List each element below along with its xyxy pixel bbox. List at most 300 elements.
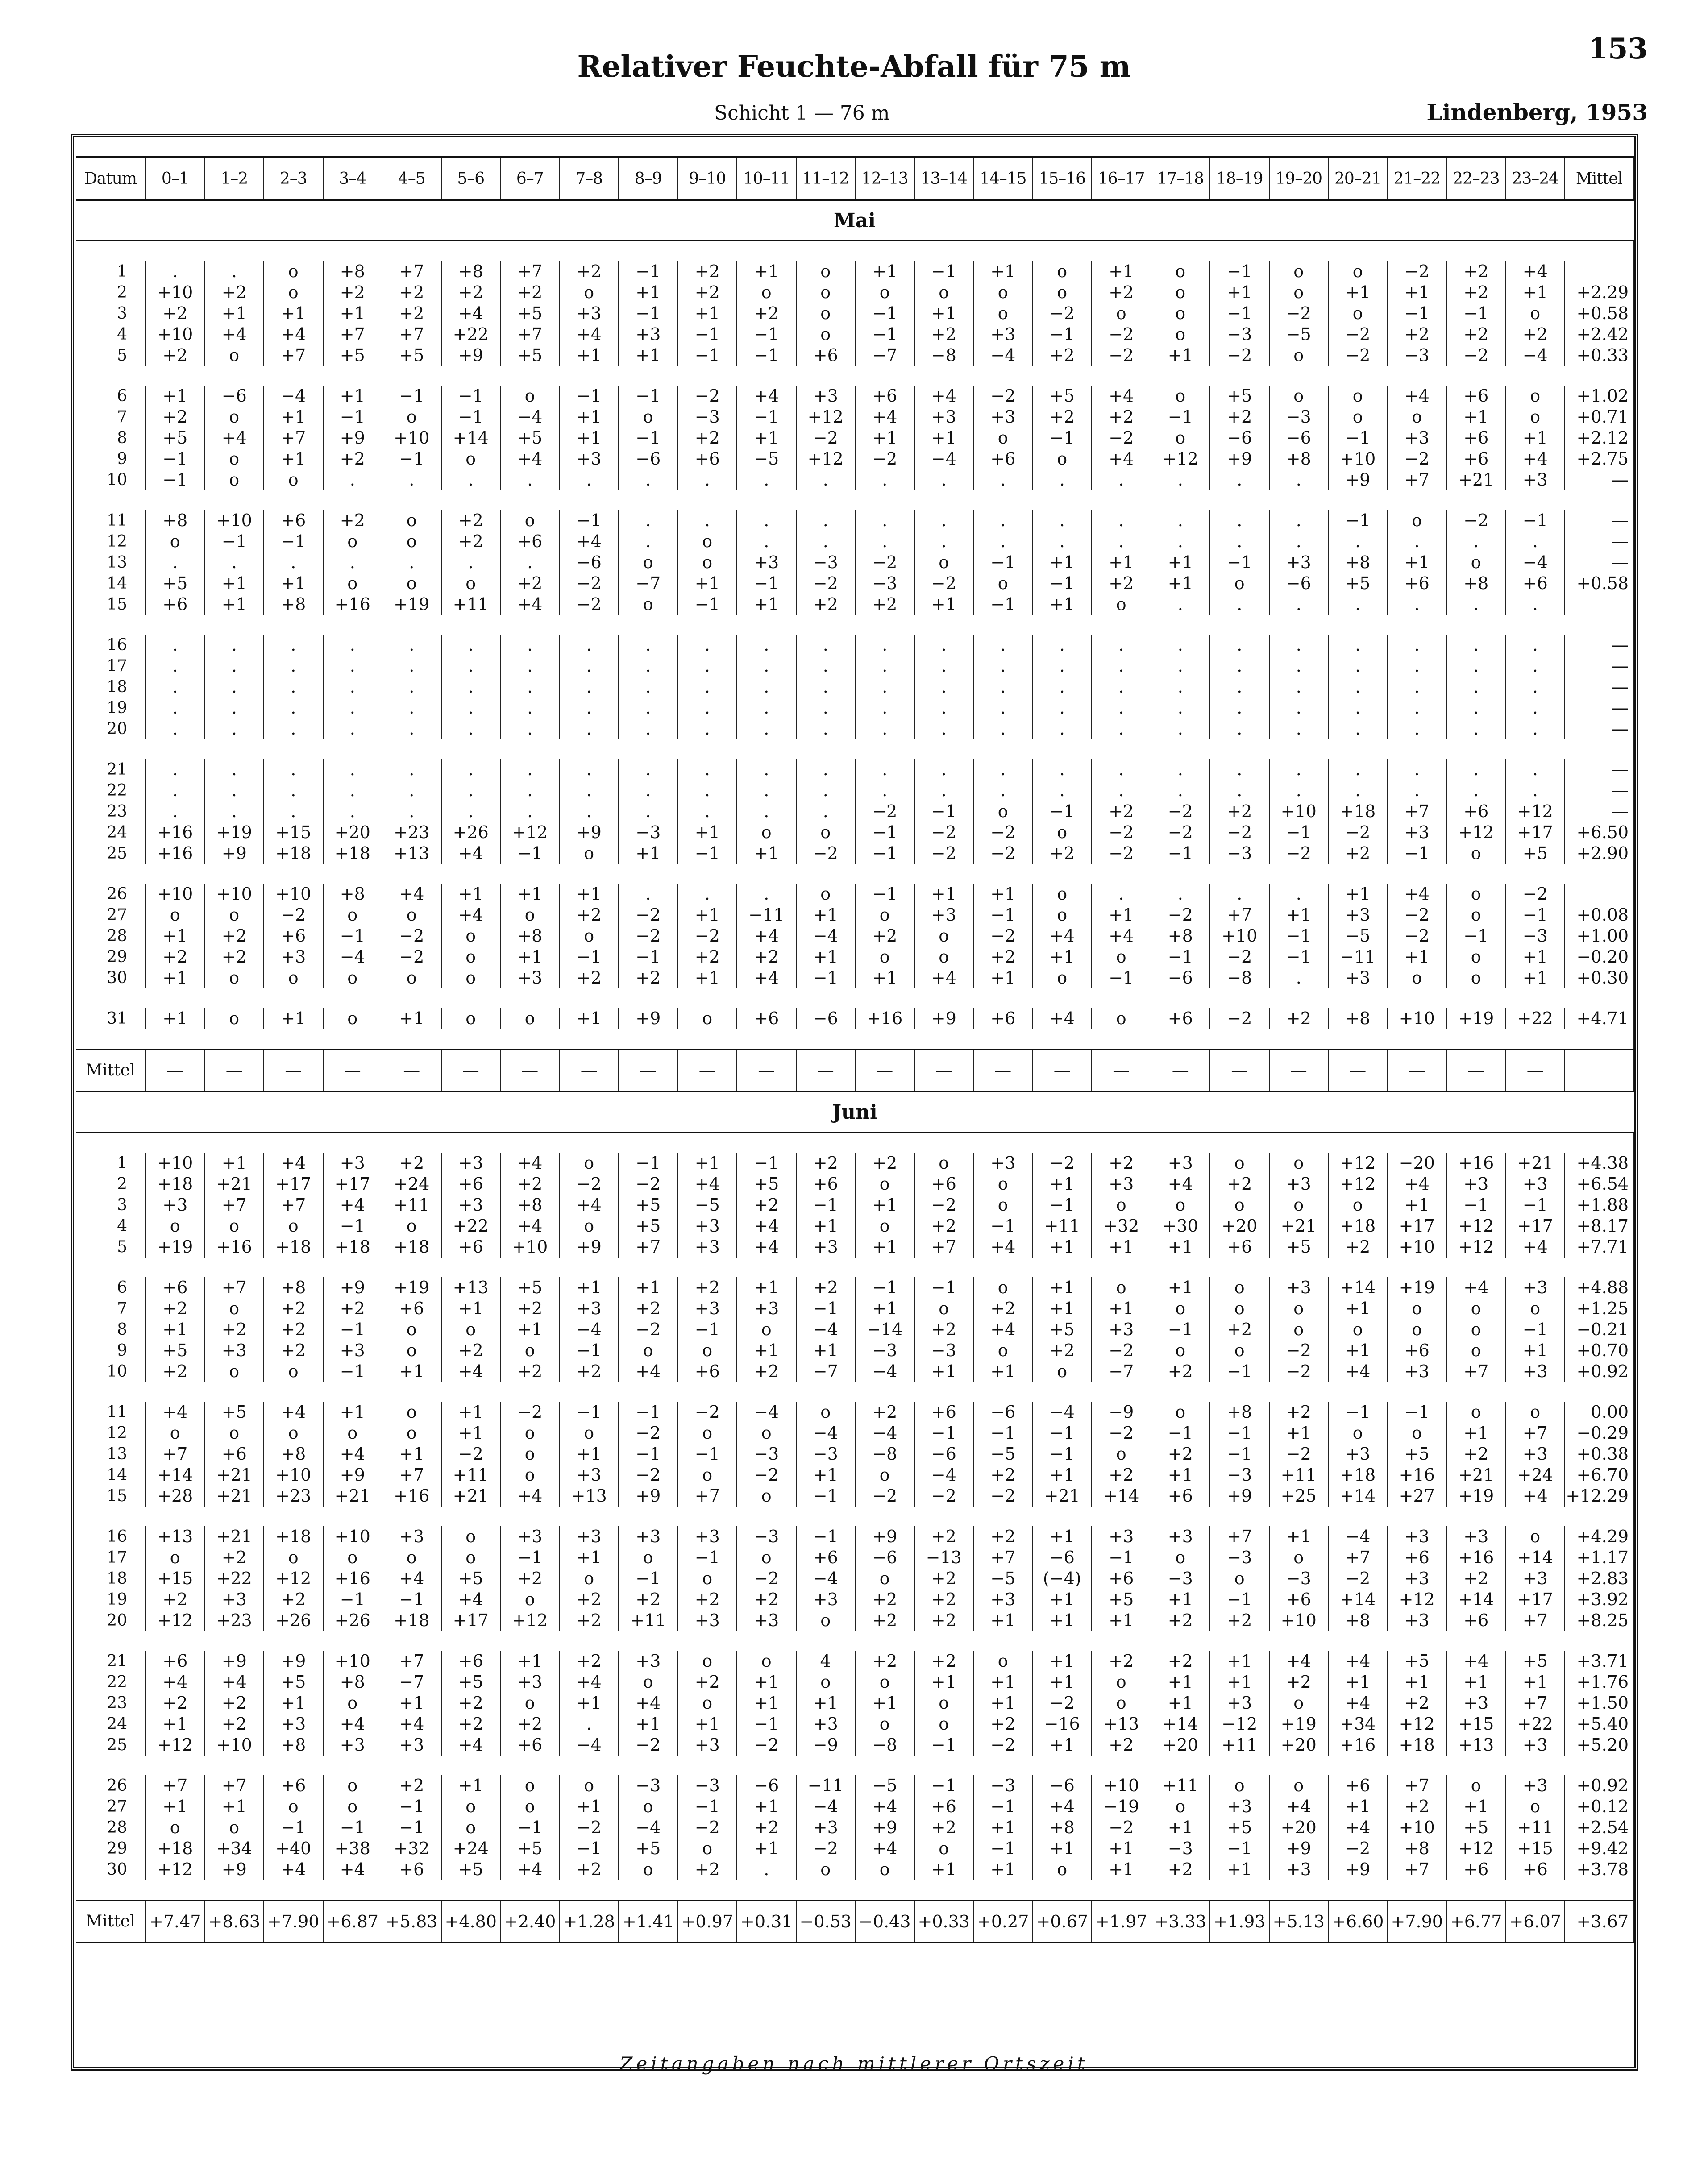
- value-cell: +2: [560, 1610, 619, 1631]
- value-cell: +4: [382, 1568, 441, 1589]
- mean-cell: +7.71: [1565, 1237, 1633, 1258]
- value-cell: −1: [619, 1402, 678, 1423]
- value-cell: o: [1151, 1340, 1210, 1361]
- value-cell: o: [1269, 1153, 1329, 1174]
- column-header: 4–5: [382, 157, 441, 200]
- table-row: [76, 1216, 1633, 1237]
- value-cell: −3: [1210, 324, 1269, 345]
- value-cell: +13: [1092, 1714, 1151, 1735]
- value-cell: +3: [382, 1526, 441, 1547]
- value-cell: +1: [145, 1796, 205, 1817]
- value-cell: +3: [1446, 1174, 1506, 1195]
- value-cell: +4: [737, 1237, 796, 1258]
- value-cell: o: [1446, 1340, 1506, 1361]
- table-row: [76, 677, 1633, 697]
- spacer-cell: [76, 615, 1633, 635]
- value-cell: +3: [1446, 1526, 1506, 1547]
- value-cell: −1: [855, 324, 914, 345]
- value-cell: +4: [973, 1319, 1033, 1340]
- value-cell: −1: [914, 1735, 974, 1756]
- value-cell: .: [323, 656, 382, 677]
- value-cell: +13: [145, 1526, 205, 1547]
- value-cell: .: [1210, 510, 1269, 531]
- value-cell: o: [1151, 324, 1210, 345]
- group-spacer: [76, 1880, 1633, 1901]
- value-cell: −2: [1092, 1340, 1151, 1361]
- value-cell: +9: [1269, 1838, 1329, 1859]
- date-cell: 24: [76, 822, 145, 843]
- value-cell: +1: [1446, 1796, 1506, 1817]
- value-cell: +3: [560, 448, 619, 469]
- value-cell: o: [855, 1465, 914, 1486]
- table-row: [76, 1901, 1633, 1943]
- value-cell: +32: [382, 1838, 441, 1859]
- value-cell: .: [619, 759, 678, 780]
- value-cell: .: [1033, 510, 1092, 531]
- value-cell: +6.87: [323, 1901, 382, 1943]
- value-cell: +1: [1033, 1526, 1092, 1547]
- value-cell: +1: [914, 1672, 974, 1693]
- value-cell: −4: [1033, 1402, 1092, 1423]
- value-cell: −4: [914, 1465, 974, 1486]
- value-cell: o: [323, 1796, 382, 1817]
- value-cell: o: [441, 1547, 501, 1568]
- value-cell: o: [382, 1547, 441, 1568]
- value-cell: +15: [1506, 1838, 1565, 1859]
- value-cell: −2: [560, 594, 619, 615]
- value-cell: +6.60: [1328, 1901, 1388, 1943]
- value-cell: +1: [796, 1216, 856, 1237]
- value-cell: −3: [1269, 1568, 1329, 1589]
- value-cell: +2: [855, 1651, 914, 1672]
- value-cell: .: [1092, 884, 1151, 905]
- value-cell: +3: [441, 1153, 501, 1174]
- date-cell: 19: [76, 697, 145, 718]
- spacer-cell: [76, 1756, 1633, 1775]
- value-cell: .: [1269, 718, 1329, 739]
- value-cell: −1: [1151, 407, 1210, 428]
- value-cell: +12: [796, 407, 856, 428]
- table-row: [76, 531, 1633, 552]
- value-cell: .: [1269, 884, 1329, 905]
- value-cell: −14: [855, 1319, 914, 1340]
- value-cell: —: [1269, 1050, 1329, 1092]
- value-cell: .: [145, 759, 205, 780]
- value-cell: .: [1328, 780, 1388, 801]
- value-cell: .: [914, 469, 974, 490]
- value-cell: o: [205, 469, 264, 490]
- value-cell: o: [737, 1651, 796, 1672]
- value-cell: +1: [1033, 1277, 1092, 1298]
- value-cell: +26: [264, 1610, 323, 1631]
- value-cell: .: [678, 635, 737, 656]
- value-cell: .: [796, 718, 856, 739]
- date-cell: 29: [76, 1838, 145, 1859]
- value-cell: +1: [678, 303, 737, 324]
- value-cell: .: [678, 697, 737, 718]
- value-cell: −1: [973, 1216, 1033, 1237]
- value-cell: +10: [323, 1526, 382, 1547]
- value-cell: .: [796, 635, 856, 656]
- value-cell: −6: [560, 552, 619, 573]
- value-cell: .: [1269, 780, 1329, 801]
- value-cell: o: [1033, 967, 1092, 988]
- value-cell: +2: [855, 926, 914, 947]
- value-cell: −2: [560, 1174, 619, 1195]
- value-cell: +2: [560, 261, 619, 282]
- value-cell: +1: [205, 1796, 264, 1817]
- value-cell: .: [914, 635, 974, 656]
- value-cell: +8: [264, 1277, 323, 1298]
- value-cell: −1: [678, 594, 737, 615]
- value-cell: +1: [855, 428, 914, 448]
- value-cell: +3: [1269, 552, 1329, 573]
- value-cell: +6: [441, 1237, 501, 1258]
- value-cell: o: [323, 531, 382, 552]
- value-cell: +8: [441, 261, 501, 282]
- spacer-cell: [76, 864, 1633, 884]
- value-cell: −2: [1210, 822, 1269, 843]
- value-cell: +8: [323, 261, 382, 282]
- value-cell: o: [560, 1216, 619, 1237]
- value-cell: −4: [500, 407, 560, 428]
- value-cell: +4: [500, 448, 560, 469]
- value-cell: +3: [1210, 1693, 1269, 1714]
- column-header: Mittel: [1565, 157, 1633, 200]
- value-cell: −8: [855, 1444, 914, 1465]
- value-cell: −4: [1328, 1526, 1388, 1547]
- value-cell: +1: [1092, 1610, 1151, 1631]
- value-cell: +1: [560, 1693, 619, 1714]
- value-cell: +6: [145, 1651, 205, 1672]
- value-cell: .: [205, 780, 264, 801]
- value-cell: −2: [619, 926, 678, 947]
- date-cell: 30: [76, 967, 145, 988]
- value-cell: .: [737, 884, 796, 905]
- value-cell: .: [1269, 594, 1329, 615]
- value-cell: +10: [1328, 448, 1388, 469]
- value-cell: +1: [264, 303, 323, 324]
- mean-cell: +0.08: [1565, 905, 1633, 926]
- value-cell: −1: [1033, 1195, 1092, 1216]
- table-row: [76, 1651, 1633, 1672]
- mean-cell: +0.71: [1565, 407, 1633, 428]
- value-cell: +1: [796, 905, 856, 926]
- value-cell: +2: [855, 1402, 914, 1423]
- value-cell: +5: [441, 1859, 501, 1880]
- value-cell: +10: [382, 428, 441, 448]
- value-cell: −11: [737, 905, 796, 926]
- value-cell: −1: [796, 1486, 856, 1507]
- value-cell: .: [973, 510, 1033, 531]
- value-cell: +1: [1506, 282, 1565, 303]
- mean-cell: +4.71: [1565, 1008, 1633, 1029]
- value-cell: o: [1092, 1008, 1151, 1029]
- value-cell: o: [1269, 1775, 1329, 1796]
- value-cell: +21: [1033, 1486, 1092, 1507]
- value-cell: +3: [678, 1216, 737, 1237]
- value-cell: +14: [1328, 1589, 1388, 1610]
- mean-cell: +8.25: [1565, 1610, 1633, 1631]
- table-row: [76, 635, 1633, 656]
- value-cell: .: [619, 801, 678, 822]
- value-cell: .: [1328, 656, 1388, 677]
- group-spacer: [76, 988, 1633, 1008]
- value-cell: +1: [323, 386, 382, 407]
- value-cell: +1: [1328, 1340, 1388, 1361]
- value-cell: −2: [1033, 1693, 1092, 1714]
- value-cell: .: [1388, 697, 1447, 718]
- mean-cell: +0.58: [1565, 303, 1633, 324]
- value-cell: o: [441, 448, 501, 469]
- value-cell: +1: [1328, 884, 1388, 905]
- value-cell: o: [382, 531, 441, 552]
- value-cell: +19: [1269, 1714, 1329, 1735]
- value-cell: .: [619, 697, 678, 718]
- value-cell: +11: [1210, 1735, 1269, 1756]
- value-cell: +15: [145, 1568, 205, 1589]
- value-cell: +18: [382, 1237, 441, 1258]
- value-cell: .: [796, 780, 856, 801]
- value-cell: +4: [500, 1153, 560, 1174]
- value-cell: .: [1210, 635, 1269, 656]
- date-cell: 27: [76, 905, 145, 926]
- value-cell: −6: [619, 448, 678, 469]
- value-cell: .: [145, 801, 205, 822]
- value-cell: —: [855, 1050, 914, 1092]
- value-cell: −1: [678, 1796, 737, 1817]
- value-cell: +17: [1506, 1216, 1565, 1237]
- value-cell: +11: [1269, 1465, 1329, 1486]
- value-cell: −2: [914, 822, 974, 843]
- value-cell: .: [1033, 635, 1092, 656]
- value-cell: o: [323, 905, 382, 926]
- value-cell: .: [441, 677, 501, 697]
- value-cell: .: [1328, 718, 1388, 739]
- value-cell: .: [1210, 594, 1269, 615]
- value-cell: +2: [737, 303, 796, 324]
- value-cell: o: [678, 531, 737, 552]
- value-cell: +4: [619, 1693, 678, 1714]
- value-cell: +5: [1210, 386, 1269, 407]
- value-cell: +1: [1151, 1817, 1210, 1838]
- value-cell: .: [1033, 656, 1092, 677]
- value-cell: .: [382, 759, 441, 780]
- value-cell: o: [500, 1589, 560, 1610]
- mean-cell: +0.33: [1565, 345, 1633, 366]
- value-cell: .: [382, 801, 441, 822]
- value-cell: +16: [1446, 1547, 1506, 1568]
- value-cell: .: [855, 759, 914, 780]
- value-cell: −1: [1210, 1589, 1269, 1610]
- value-cell: +1: [914, 303, 974, 324]
- value-cell: +2: [1033, 843, 1092, 864]
- value-cell: +1: [619, 345, 678, 366]
- value-cell: −2: [1210, 947, 1269, 967]
- value-cell: +4: [264, 1153, 323, 1174]
- value-cell: .: [1033, 531, 1092, 552]
- value-cell: .: [737, 677, 796, 697]
- value-cell: o: [500, 386, 560, 407]
- value-cell: +2: [796, 594, 856, 615]
- mean-cell: +9.42: [1565, 1838, 1633, 1859]
- value-cell: −7: [619, 573, 678, 594]
- value-cell: +5: [441, 1568, 501, 1589]
- table-row: [76, 947, 1633, 967]
- value-cell: o: [855, 905, 914, 926]
- value-cell: .: [973, 718, 1033, 739]
- value-cell: .: [619, 469, 678, 490]
- value-cell: +3: [264, 947, 323, 967]
- value-cell: +4: [1092, 448, 1151, 469]
- value-cell: o: [973, 428, 1033, 448]
- value-cell: +21: [1446, 1465, 1506, 1486]
- value-cell: o: [1210, 1568, 1269, 1589]
- value-cell: .: [1269, 469, 1329, 490]
- value-cell: +3: [500, 967, 560, 988]
- value-cell: −4: [796, 1319, 856, 1340]
- value-cell: −1: [500, 1547, 560, 1568]
- value-cell: +2.40: [500, 1901, 560, 1943]
- value-cell: +1: [560, 1796, 619, 1817]
- table-row: [76, 510, 1633, 531]
- value-cell: −1: [1210, 261, 1269, 282]
- value-cell: +1: [1269, 1423, 1329, 1444]
- value-cell: +3: [914, 407, 974, 428]
- date-cell: 1: [76, 1153, 145, 1174]
- value-cell: +2: [1269, 1008, 1329, 1029]
- value-cell: −1: [973, 1796, 1033, 1817]
- column-header: 15–16: [1033, 157, 1092, 200]
- value-cell: .: [1092, 759, 1151, 780]
- value-cell: +4: [737, 926, 796, 947]
- value-cell: +1: [1210, 1672, 1269, 1693]
- value-cell: −5: [973, 1568, 1033, 1589]
- value-cell: .: [1506, 759, 1565, 780]
- column-header: 19–20: [1269, 157, 1329, 200]
- value-cell: +6: [1446, 801, 1506, 822]
- value-cell: o: [1151, 282, 1210, 303]
- value-cell: +2: [678, 947, 737, 967]
- value-cell: .: [973, 635, 1033, 656]
- value-cell: −2: [914, 1486, 974, 1507]
- value-cell: +16: [382, 1486, 441, 1507]
- value-cell: −5: [855, 1775, 914, 1796]
- value-cell: +1: [382, 1693, 441, 1714]
- value-cell: +4: [1506, 1486, 1565, 1507]
- value-cell: +3: [1388, 1361, 1447, 1382]
- value-cell: −1: [1269, 822, 1329, 843]
- value-cell: .: [914, 677, 974, 697]
- value-cell: o: [145, 531, 205, 552]
- value-cell: +2: [914, 1589, 974, 1610]
- value-cell: o: [855, 1216, 914, 1237]
- value-cell: +4: [1033, 1796, 1092, 1817]
- value-cell: .: [145, 697, 205, 718]
- value-cell: o: [382, 1423, 441, 1444]
- value-cell: o: [914, 552, 974, 573]
- value-cell: +7: [1328, 1547, 1388, 1568]
- mean-cell: —: [1565, 635, 1633, 656]
- value-cell: +6: [264, 1775, 323, 1796]
- column-header: 16–17: [1092, 157, 1151, 200]
- value-cell: +1: [382, 1008, 441, 1029]
- value-cell: +3: [678, 1237, 737, 1258]
- value-cell: −1: [914, 801, 974, 822]
- value-cell: −7: [382, 1672, 441, 1693]
- value-cell: −2: [1388, 448, 1447, 469]
- value-cell: o: [1328, 303, 1388, 324]
- value-cell: +7.90: [264, 1901, 323, 1943]
- value-cell: +2: [914, 1216, 974, 1237]
- value-cell: +2: [500, 1174, 560, 1195]
- value-cell: o: [500, 1775, 560, 1796]
- group-spacer: [76, 1631, 1633, 1651]
- date-cell: 4: [76, 324, 145, 345]
- value-cell: −1: [737, 573, 796, 594]
- value-cell: −4: [560, 1735, 619, 1756]
- value-cell: .: [1388, 780, 1447, 801]
- value-cell: +8: [1446, 573, 1506, 594]
- value-cell: +7: [678, 1486, 737, 1507]
- value-cell: +4: [500, 1216, 560, 1237]
- value-cell: +4: [914, 967, 974, 988]
- value-cell: −1: [382, 1589, 441, 1610]
- value-cell: −12: [1210, 1714, 1269, 1735]
- value-cell: +4.80: [441, 1901, 501, 1943]
- value-cell: —: [264, 1050, 323, 1092]
- value-cell: +2: [1092, 573, 1151, 594]
- value-cell: +5: [145, 428, 205, 448]
- value-cell: o: [855, 1859, 914, 1880]
- value-cell: +9: [1210, 1486, 1269, 1507]
- value-cell: +6: [500, 531, 560, 552]
- value-cell: −1: [1328, 510, 1388, 531]
- value-cell: .: [619, 677, 678, 697]
- value-cell: −1: [914, 1277, 974, 1298]
- value-cell: +5: [737, 1174, 796, 1195]
- value-cell: +5: [1446, 1817, 1506, 1838]
- value-cell: +14: [1506, 1547, 1565, 1568]
- value-cell: +4: [560, 531, 619, 552]
- value-cell: .: [973, 656, 1033, 677]
- value-cell: +1: [1210, 1859, 1269, 1880]
- value-cell: o: [973, 573, 1033, 594]
- table-row: [76, 656, 1633, 677]
- value-cell: o: [678, 1465, 737, 1486]
- column-header: 10–11: [737, 157, 796, 200]
- date-cell: 6: [76, 1277, 145, 1298]
- value-cell: +7: [145, 1444, 205, 1465]
- value-cell: −6: [973, 1402, 1033, 1423]
- value-cell: −1: [678, 1444, 737, 1465]
- value-cell: .: [1328, 697, 1388, 718]
- value-cell: .: [1446, 531, 1506, 552]
- mean-cell: +4.29: [1565, 1526, 1633, 1547]
- value-cell: .: [1506, 594, 1565, 615]
- value-cell: o: [914, 1298, 974, 1319]
- date-cell: 11: [76, 510, 145, 531]
- value-cell: o: [914, 282, 974, 303]
- value-cell: +2: [1269, 1402, 1329, 1423]
- value-cell: o: [1446, 1402, 1506, 1423]
- value-cell: −2: [737, 1735, 796, 1756]
- value-cell: o: [1328, 261, 1388, 282]
- column-header: 14–15: [973, 157, 1033, 200]
- value-cell: −2: [1092, 345, 1151, 366]
- value-cell: −3: [796, 552, 856, 573]
- value-cell: +1: [145, 386, 205, 407]
